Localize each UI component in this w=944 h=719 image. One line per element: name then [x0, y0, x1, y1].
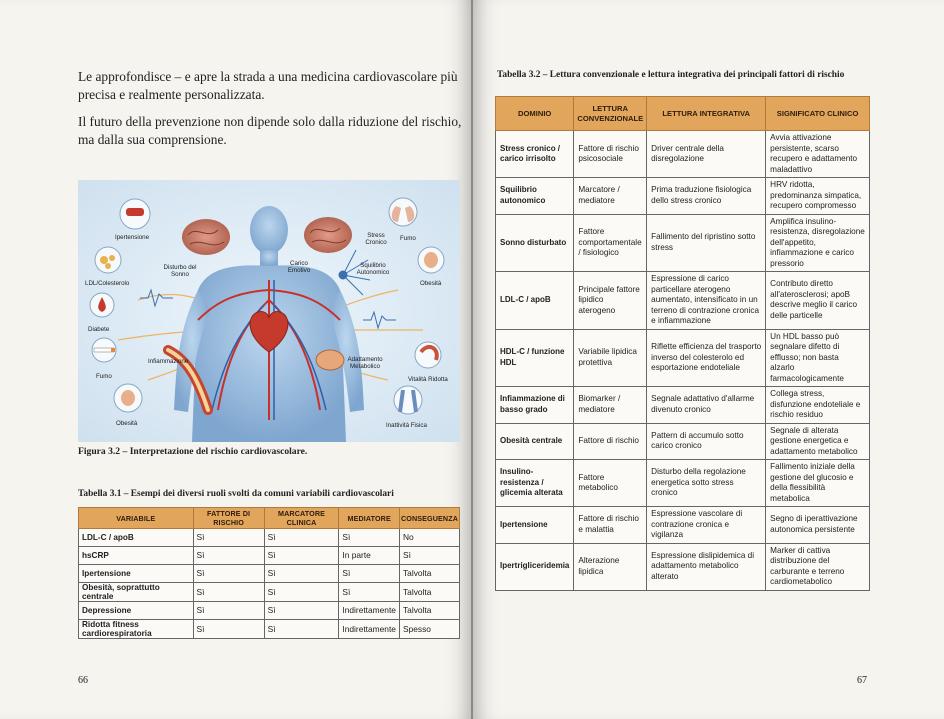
table-cell: Riflette efficienza del trasporto inverso del colesterolo ed esportazione endoteliale: [647, 329, 766, 387]
table-row: [496, 272, 870, 330]
table-header-cell: LETTURA CONVENZIONALE: [574, 97, 647, 131]
table-header-row: [79, 508, 460, 529]
table-cell: Espressione dislipidemica di adattamento metabolico alterato: [647, 543, 766, 590]
table-cell: Fallimento del ripristino sotto stress: [647, 214, 766, 272]
table-row: [79, 583, 460, 602]
table-cell: Segno di iperattivazione autonomica persistente: [766, 507, 870, 544]
table-cell: Sì: [264, 583, 339, 602]
table-cell: HDL-C / funzione HDL: [496, 329, 574, 387]
table-cell: Sì: [193, 620, 264, 639]
table-cell: Sì: [264, 529, 339, 547]
table-cell: No: [399, 529, 459, 547]
table-cell: Ipertrigliceridemia: [496, 543, 574, 590]
table-row: [496, 507, 870, 544]
brain-icon: [182, 219, 230, 255]
table-cell: Segnale adattativo d'allarme divenuto cronico: [647, 387, 766, 424]
table-cell: LDL-C / apoB: [496, 272, 574, 330]
table-cell: Talvolta: [399, 583, 459, 602]
table-cell: Alterazione lipidica: [574, 543, 647, 590]
table-cell: Indirettamente: [339, 620, 400, 639]
table-cell: Biomarker / mediatore: [574, 387, 647, 424]
table-cell: Squilibrio autonomico: [496, 178, 574, 215]
table-cell: Collega stress, disfunzione endoteliale e rischio residuo: [766, 387, 870, 424]
table-cell: Ridotta fitness cardiorespiratoria: [79, 620, 194, 639]
table-cell: Variabile lipidica protettiva: [574, 329, 647, 387]
table-row: [496, 543, 870, 590]
page-number: 66: [78, 675, 88, 686]
table-header-cell: MARCATORE CLINICA: [264, 508, 339, 529]
table-cell: Sì: [264, 547, 339, 565]
table-cell: Fallimento iniziale della gestione del glucosio e della flessibilità metabolica: [766, 460, 870, 507]
table-row: [496, 214, 870, 272]
table-cell: Espressione vascolare di contrazione cronica e vigilanza: [647, 507, 766, 544]
figure-label: Obesità: [116, 420, 138, 427]
table-cell: Avvia attivazione persistente, scarso recupero e adattamento maladattivo: [766, 131, 870, 178]
table-cell: Disturbo della regolazione energetica sotto stress cronico: [647, 460, 766, 507]
table-cell: hsCRP: [79, 547, 194, 565]
table-cell: Talvolta: [399, 602, 459, 620]
figure-label: Squilibrio Autonomico: [356, 262, 390, 276]
figure-label: LDL/Colesterolo: [85, 280, 130, 287]
table-cell: Sì: [264, 602, 339, 620]
paragraph: Le approfondisce – e apre la strada a una medicina cardiovascolare più precisa e realmente personalizzata.: [78, 69, 458, 102]
table-cell: Sì: [399, 547, 459, 565]
table-cell: Sì: [339, 565, 400, 583]
table-row: [79, 565, 460, 583]
table-cell: Fattore metabolico: [574, 460, 647, 507]
figure-label: Fumo: [96, 373, 112, 380]
table-cell: Sì: [193, 529, 264, 547]
table-row: [496, 178, 870, 215]
table-cell: Sì: [193, 583, 264, 602]
cardiovascular-risk-illustration: [78, 180, 460, 442]
figure-label: Obesità: [420, 280, 442, 287]
table-row: [79, 602, 460, 620]
table-cell: Contributo diretto all'aterosclerosi; apoB descrive meglio il carico delle particelle: [766, 272, 870, 330]
table-header-row: [496, 97, 870, 131]
figure-label: Diabete: [88, 326, 110, 333]
table-cell: Obesità centrale: [496, 423, 574, 460]
table-cell: In parte: [339, 547, 400, 565]
table-cell: Fattore di rischio: [574, 423, 647, 460]
table-header-cell: MEDIATORE: [339, 508, 400, 529]
figure-label: Ipertensione: [115, 234, 150, 241]
table-cell: Depressione: [79, 602, 194, 620]
table-cell: Segnale di alterata gestione energetica e adattamento metabolico: [766, 423, 870, 460]
table-cell: Marker di cattiva distribuzione del carburante e terreno cardiometabolico: [766, 543, 870, 590]
table-header-cell: FATTORE DI RISCHIO: [193, 508, 264, 529]
table-cell: Obesità, soprattutto centrale: [79, 583, 194, 602]
figure-label: Infiammazione: [148, 358, 189, 365]
table-cell: Ipertensione: [79, 565, 194, 583]
table-caption: Tabella 3.1 – Esempi dei diversi ruoli svolti da comuni variabili cardiovascolari: [78, 489, 394, 499]
table-header-cell: VARIABILE: [79, 508, 194, 529]
belly-icon: [121, 390, 135, 406]
table-cell: Marcatore / mediatore: [574, 178, 647, 215]
figure-label: Inattività Fisica: [386, 422, 427, 429]
table-cell: Spesso: [399, 620, 459, 639]
table-row: [79, 529, 460, 547]
table-cell: Driver centrale della disregolazione: [647, 131, 766, 178]
table-row: [496, 460, 870, 507]
table-header-cell: DOMINIO: [496, 97, 574, 131]
table-cell: Fattore di rischio psicosociale: [574, 131, 647, 178]
paragraph: Il futuro della prevenzione non dipende solo dalla riduzione del rischio, ma dalla sua comprensione.: [78, 114, 462, 147]
figure-caption: Figura 3.2 – Interpretazione del rischio cardiovascolare.: [78, 446, 308, 457]
table-cell: Stress cronico / carico irrisolto: [496, 131, 574, 178]
table-header-cell: LETTURA INTEGRATIVA: [647, 97, 766, 131]
figure-label: Carico Emotivo: [287, 260, 311, 274]
table-cell: Ipertensione: [496, 507, 574, 544]
left-page: [0, 0, 471, 719]
table-caption: Tabella 3.2 – Lettura convenzionale e lettura integrativa dei principali fattori di rischio: [497, 70, 845, 80]
table-cell: Infiammazione di basso grado: [496, 387, 574, 424]
belly-icon: [424, 252, 438, 268]
right-page: [473, 0, 944, 719]
table-row: [79, 547, 460, 565]
table-header-cell: SIGNIFICATO CLINICO: [766, 97, 870, 131]
table-cell: Sì: [264, 620, 339, 639]
table-cell: Talvolta: [399, 565, 459, 583]
table-header-cell: CONSEGUENZA: [399, 508, 459, 529]
figure-label: Fumo: [400, 235, 416, 242]
table-cell: Un HDL basso può segnalare difetto di efflusso; non basta alzarlo farmacologicamente: [766, 329, 870, 387]
table-row: [496, 423, 870, 460]
table-cell: Pattern di accumulo sotto carico cronico: [647, 423, 766, 460]
table-row: [496, 329, 870, 387]
table-cell: Sì: [264, 565, 339, 583]
table-cell: Sì: [193, 602, 264, 620]
table-row: [496, 131, 870, 178]
risk-factors-reading-table: [495, 96, 870, 591]
table-cell: HRV ridotta, predominanza simpatica, recupero compromesso: [766, 178, 870, 215]
table-cell: Espressione di carico particellare aterogeno aumentato, intensificato in un terreno di contrazione cronica e infiammazione: [647, 272, 766, 330]
table-cell: Sì: [193, 565, 264, 583]
figure-label: Adattamento Metabolico: [347, 356, 383, 370]
blood-pressure-icon: [126, 208, 144, 216]
table-cell: Principale fattore lipidico aterogeno: [574, 272, 647, 330]
table-cell: Prima traduzione fisiologica dello stress cronico: [647, 178, 766, 215]
figure-label: Stress Cronico: [365, 232, 387, 246]
figure-label: Disturbo del Sonno: [163, 264, 197, 278]
table-cell: Fattore comportamentale / fisiologico: [574, 214, 647, 272]
table-row: [496, 387, 870, 424]
table-cell: Indirettamente: [339, 602, 400, 620]
table-cell: LDL-C / apoB: [79, 529, 194, 547]
figure-label: Vitalità Ridotta: [408, 376, 448, 383]
table-cell: Amplifica insulino-resistenza, disregolazione dell'appetito, infiammazione e carico pressorio: [766, 214, 870, 272]
page-number: 67: [857, 675, 867, 686]
table-row: [79, 620, 460, 639]
table-cell: Sonno disturbato: [496, 214, 574, 272]
table-cell: Insulino-resistenza / glicemia alterata: [496, 460, 574, 507]
table-cell: Fattore di rischio e malattia: [574, 507, 647, 544]
table-cell: Sì: [193, 547, 264, 565]
table-cell: Sì: [339, 583, 400, 602]
variables-roles-table: [78, 507, 460, 639]
brain-icon: [304, 217, 352, 253]
table-cell: Sì: [339, 529, 400, 547]
